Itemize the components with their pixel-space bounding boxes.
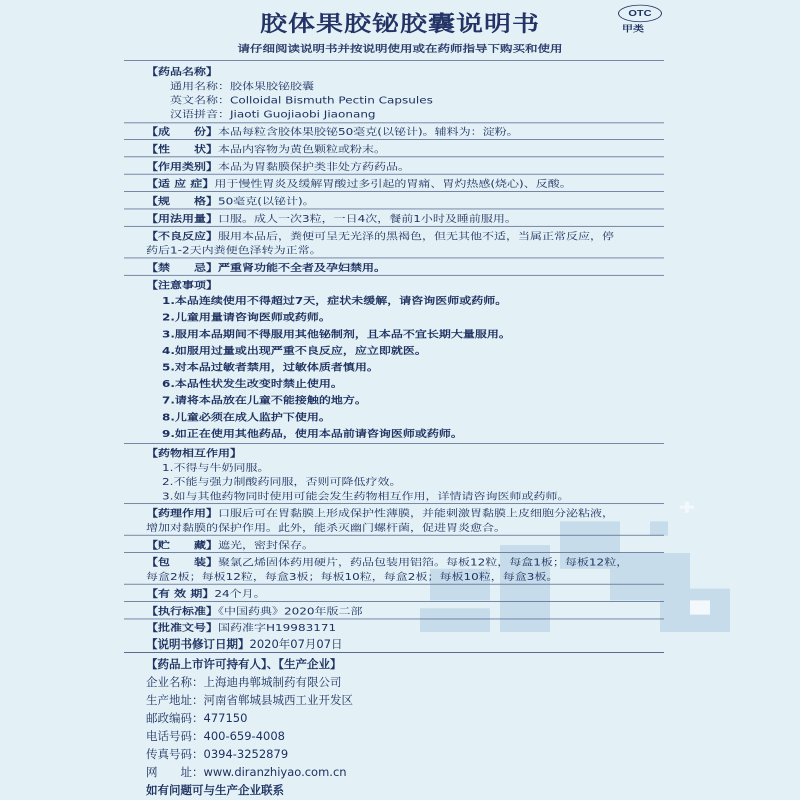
package-row: 【包 装】聚氯乙烯固体药用硬片，药品包装用铝箔。每板12粒，每盒1板；每板12粒， [146,556,629,569]
company-address: 生产地址：河南省郸城县城西工业开发区 [146,693,353,707]
divider [124,619,664,620]
divider [124,174,664,175]
decorative-plus-icon [685,502,689,513]
pharmacology-row: 【药理作用】口服后可在胃黏膜上形成保护性薄膜，并能刺激胃黏膜上皮细胞分泌粘液， [146,507,615,520]
precaution-item: 8.儿童必须在成人监护下使用。 [162,411,331,423]
precaution-item: 9.如正在使用其他药品，使用本品前请咨询医师或药师。 [162,428,463,440]
divider [124,601,664,602]
storage-row: 【贮 藏】遮光，密封保存。 [146,539,315,551]
decorative-block [690,600,710,614]
interaction-item: 1.不得与牛奶同服。 [162,462,270,474]
divider [124,552,664,553]
precaution-item: 5.对本品过敏者禁用，过敏体质者慎用。 [162,361,379,373]
pharmacology-row-cont: 增加对黏膜的保护作用。此外，能杀灭幽门螺杆菌，促进胃炎愈合。 [146,522,507,534]
category-row: 【作用类别】本品为胃黏膜保护类非处方药药品。 [146,161,411,173]
precaution-item: 4.如服用过量或出现严重不良反应，应立即就医。 [162,345,427,357]
drug-name-heading: 【药品名称】 [146,66,219,78]
adverse-row: 【不良反应】服用本品后，粪便可呈无光泽的黑褐色，但无其他不适，当属正常反应，停 [146,230,615,242]
otc-class-label: 甲类 [622,23,644,34]
page-title: 胶体果胶铋胶囊说明书 [260,11,540,37]
decorative-block [650,521,668,535]
divider [124,60,664,61]
interaction-item: 3.如与其他药物同时使用可能会发生药物相互作用，详情请咨询医师或药师。 [162,490,570,502]
company-name: 企业名称：上海迪冉郸城制药有限公司 [146,675,342,689]
adverse-row-cont: 药后1-2天内粪便色泽转为正常。 [146,244,322,256]
precaution-item: 7.请将本品放在儿童不能接触的地方。 [162,395,367,407]
english-name: 英文名称：Colloidal Bismuth Pectin Capsules [170,94,433,106]
divider [124,156,664,157]
divider [124,191,664,192]
standard-row: 【执行标准】《中国药典》2020年版二部 [146,605,363,617]
precaution-item: 6.本品性状发生改变时禁止使用。 [162,378,343,390]
precautions-heading: 【注意事项】 [146,279,219,291]
divider [124,275,664,276]
contraindication-row: 【禁 忌】严重肾功能不全者及孕妇禁用。 [146,262,387,274]
company-contact-note: 如有问题可与生产企业联系 [146,783,284,797]
otc-badge: OTC [618,5,662,22]
divider [124,503,664,504]
interactions-heading: 【药物相互作用】 [146,447,243,459]
dosage-row: 【用法用量】口服。成人一次3粒，一日4次，餐前1小时及睡前服用。 [146,213,517,225]
pinyin-name: 汉语拼音：Jiaoti Guojiaobi Jiaonang [170,109,376,121]
interaction-item: 2.不能与强力制酸药同服，否则可降低疗效。 [162,476,402,488]
properties-row: 【性 状】本品内容物为黄色颗粒或粉末。 [146,143,387,155]
package-row-cont: 每盒2板；每板12粒，每盒3板；每板10粒，每盒2板；每板10粒，每盒3板。 [146,571,559,583]
divider [124,139,664,140]
indication-row: 【适 应 症】用于慢性胃炎及缓解胃酸过多引起的胃痛、胃灼热感(烧心)、反酸。 [146,178,572,190]
divider [124,652,664,653]
company-website: 网 址：www.diranzhiyao.com.cn [146,765,347,779]
precaution-item: 1.本品连续使用不得超过7天，症状未缓解，请咨询医师或药师。 [162,295,508,307]
company-phone: 电话号码：400-659-4008 [146,729,285,743]
composition-row: 【成 份】本品每粒含胶体果胶铋50毫克(以铋计)。辅料为：淀粉。 [146,126,519,138]
precaution-item: 3.服用本品期间不得服用其他铋制剂，且本品不宜长期大量服用。 [162,328,511,340]
divider [124,122,664,123]
company-heading: 【药品上市许可持有人】、【生产企业】 [146,657,342,671]
validity-row: 【有 效 期】24个月。 [146,588,266,600]
divider [124,226,664,227]
precaution-item: 2.儿童用量请咨询医师或药师。 [162,312,331,324]
divider [124,535,664,536]
revision-date-row: 【说明书修订日期】2020年07月07日 [146,637,343,651]
divider [124,584,664,585]
divider [124,443,664,444]
divider [124,209,664,210]
instruction-subtitle: 请仔细阅读说明书并按说明使用或在药师指导下购买和使用 [237,42,563,55]
approval-row: 【批准文号】国药准字H19983171 [146,622,337,634]
generic-name: 通用名称：胶体果胶铋胶囊 [170,80,315,92]
spec-row: 【规 格】50毫克(以铋计)。 [146,195,315,207]
divider [124,258,664,259]
decorative-block [420,608,490,632]
company-postcode: 邮政编码：477150 [146,711,248,725]
company-fax: 传真号码：0394-3252879 [146,747,289,761]
